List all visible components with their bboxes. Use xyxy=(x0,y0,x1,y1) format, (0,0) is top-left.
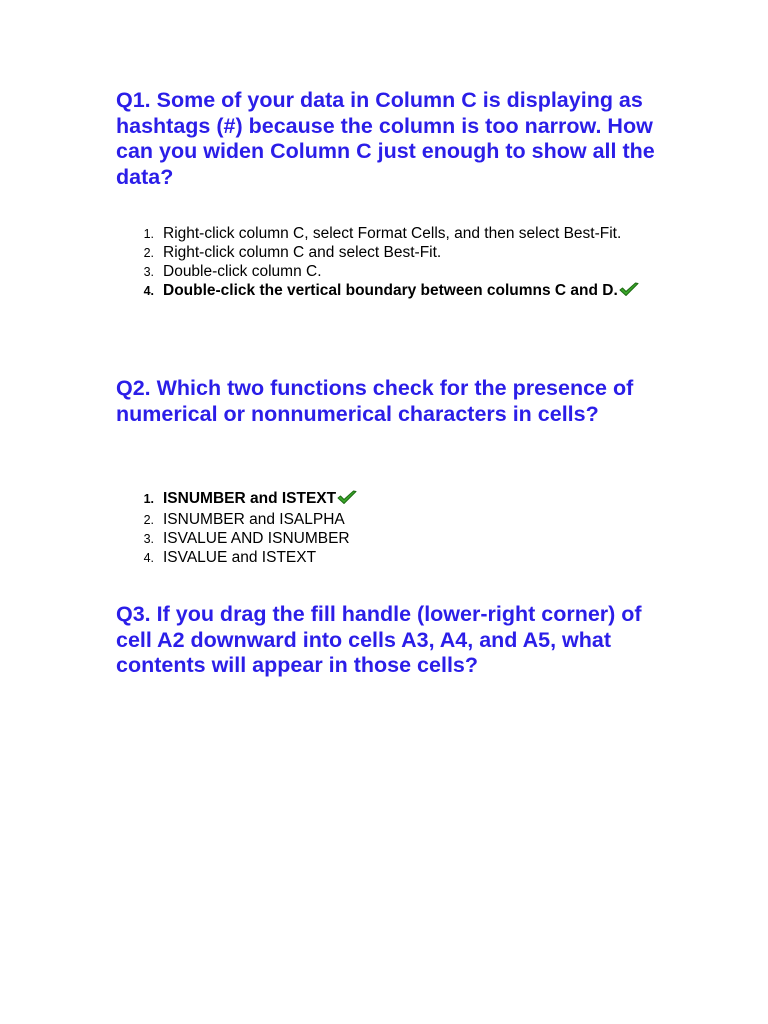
answer-text: ISVALUE AND ISNUMBER xyxy=(163,530,350,547)
check-icon xyxy=(337,490,357,510)
answer-text: ISNUMBER and ISTEXT xyxy=(163,490,337,507)
answer-option-correct xyxy=(116,489,656,510)
answer-option xyxy=(116,510,656,529)
check-icon xyxy=(619,282,639,302)
answer-number: 2. xyxy=(143,513,154,527)
question-1-answers xyxy=(116,224,656,302)
answer-number: 3. xyxy=(143,532,154,546)
answer-option xyxy=(116,262,656,281)
answer-option xyxy=(116,529,656,548)
answer-option xyxy=(116,243,656,262)
answer-text: Right-click column C and select Best-Fit. xyxy=(163,244,442,261)
answer-text: ISVALUE and ISTEXT xyxy=(163,549,317,566)
answer-text: Right-click column C, select Format Cells, and then select Best-Fit. xyxy=(163,225,622,242)
question-1: Q1. Some of your data in Column C is displaying as hashtags (#) because the column is too narrow. How can you widen Column C just enough to show all the data? xyxy=(116,88,655,189)
answer-number: 1. xyxy=(143,227,154,241)
answer-option xyxy=(116,224,656,243)
answer-number: 3. xyxy=(143,265,154,279)
answer-text: Double-click the vertical boundary between columns C and D. xyxy=(163,282,618,299)
answer-text: ISNUMBER and ISALPHA xyxy=(163,511,345,528)
question-2: Q2. Which two functions check for the presence of numerical or nonnumerical characters in cells? xyxy=(116,376,634,426)
answer-option-correct xyxy=(116,281,656,302)
answer-number: 4. xyxy=(143,284,154,298)
answer-number: 4. xyxy=(143,551,154,565)
question-3: Q3. If you drag the fill handle (lower-right corner) of cell A2 downward into cells A3, A4, and A5, what contents will appear in those cells? xyxy=(116,602,642,677)
answer-option xyxy=(116,548,656,567)
answer-text: Double-click column C. xyxy=(163,263,322,280)
answer-number: 2. xyxy=(143,246,154,260)
answer-number: 1. xyxy=(143,492,154,506)
question-2-answers xyxy=(116,489,656,567)
